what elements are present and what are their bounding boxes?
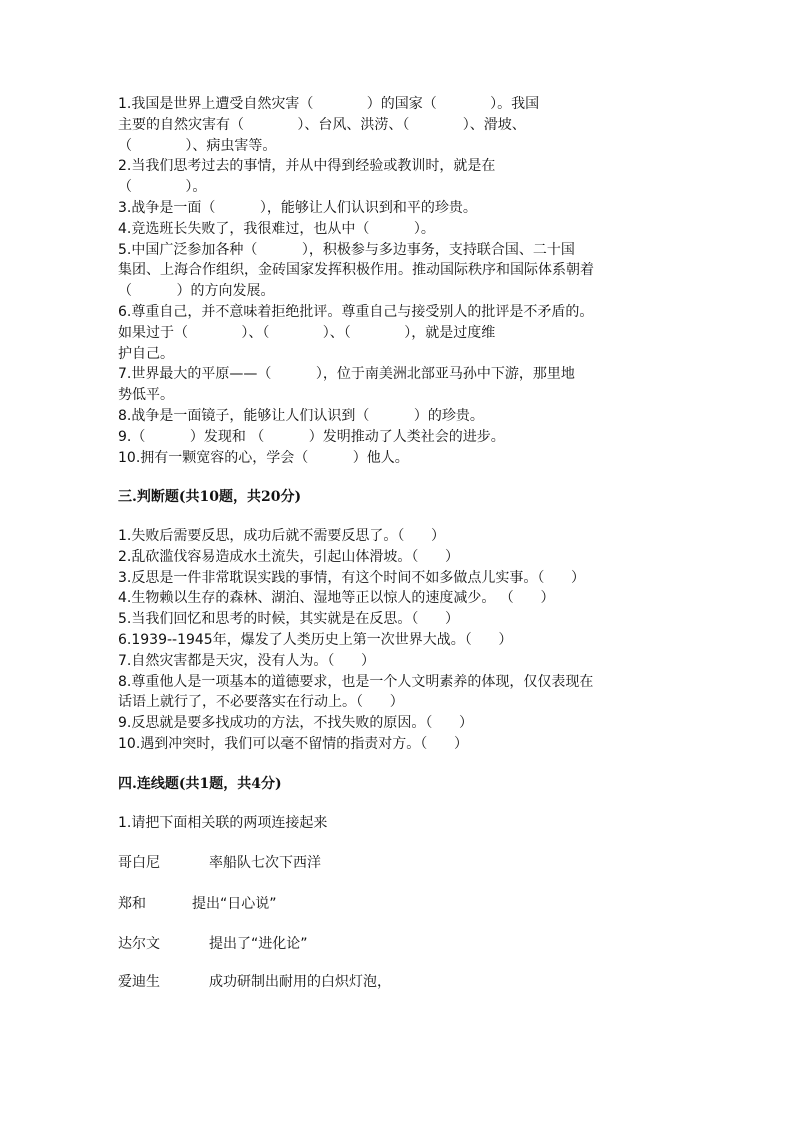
matching-pair — [118, 852, 321, 874]
judgement-item: 3.反思是一件非常耽误实践的事情，有这个时间不如多做点儿实事。（ ） — [118, 569, 586, 586]
section-title-matching: 四.连线题(共1题，共4分) — [118, 776, 282, 792]
fill-in-line: （ ）的方向发展。 — [118, 283, 275, 300]
fill-in-line: （ ）、病虫害等。 — [118, 137, 277, 154]
judgement-item: 1.失败后需要反思，成功后就不需要反思了。（ ） — [118, 528, 446, 544]
fill-in-line: 6.尊重自己，并不意味着拒绝批评。尊重自己与接受别人的批评是不矛盾的。 — [118, 303, 594, 320]
fill-in-line: 主要的自然灾害有（ ）、台风、洪涝、（ ）、滑坡、 — [118, 116, 526, 133]
fill-in-line: 4.竞选班长失败了，我很难过，也从中（ ）。 — [118, 220, 435, 237]
judgement-item: 9.反思就是要多找成功的方法，不找失败的原因。（ ） — [118, 715, 474, 732]
matching-right-item: 成功研制出耐用的白炽灯泡， — [209, 974, 391, 990]
matching-right-item: 提出“日心说” — [192, 896, 277, 912]
fill-in-line: 10.拥有一颗宽容的心，学会（ ）他人。 — [118, 449, 409, 466]
judgement-item: 7.自然灾害都是天灾，没有人为。（ ） — [118, 652, 376, 669]
matching-left-item: 爱迪生 — [118, 974, 160, 990]
fill-in-line: 3.战争是一面（ ），能够让人们认识到和平的珍贵。 — [118, 199, 477, 216]
judgement-item: 6.1939--1945年，爆发了人类历史上第一次世界大战。（ ） — [118, 631, 513, 648]
matching-question: 1.请把下面相关联的两项连接起来 — [118, 815, 328, 831]
judgement-questions — [118, 526, 593, 755]
judgement-item: 8.尊重他人是一项基本的道德要求，也是一个人文明素养的体现，仅仅表现在 — [118, 673, 594, 690]
fill-in-line: 7.世界最大的平原——（ ），位于南美洲北部亚马孙中下游，那里地 — [118, 366, 575, 383]
fill-in-line: 5.中国广泛参加各种（ ），积极参与多边事务，支持联合国、二十国 — [118, 241, 575, 258]
matching-pair — [118, 933, 308, 955]
judgement-item: 2.乱砍滥伐容易造成水土流失，引起山体滑坡。（ ） — [118, 548, 460, 565]
fill-in-line: 9.（ ）发现和 （ ）发明推动了人类社会的进步。 — [118, 428, 505, 445]
fill-in-line: 集团、上海合作组织，金砖国家发挥积极作用。推动国际秩序和国际体系朝着 — [118, 262, 594, 279]
fill-in-line: 1.我国是世界上遭受自然灾害（ ）的国家（ ）。我国 — [118, 96, 540, 112]
fill-in-line: 8.战争是一面镜子，能够让人们认识到（ ）的珍贵。 — [118, 407, 484, 424]
section-title-judgement: 三.判断题(共10题，共20分) — [118, 489, 302, 505]
matching-left-item: 达尔文 — [118, 936, 160, 952]
fill-in-questions — [118, 94, 594, 468]
matching-right-item: 率船队七次下西洋 — [209, 855, 321, 871]
judgement-item: 4.生物赖以生存的森林、湖泊、湿地等正以惊人的速度减少。 （ ） — [118, 590, 555, 607]
fill-in-line: 2.当我们思考过去的事情，并从中得到经验或教训时，就是在 — [118, 158, 496, 175]
matching-pair — [118, 971, 391, 993]
judgement-item: 5.当我们回忆和思考的时候，其实就是在反思。（ ） — [118, 611, 460, 628]
matching-left-item: 哥白尼 — [118, 855, 160, 871]
matching-right-item: 提出了“进化论” — [209, 936, 308, 952]
fill-in-line: 势低平。 — [118, 387, 174, 404]
fill-in-line: 如果过于（ ）、（ ）、（ ），就是过度维 — [118, 324, 496, 341]
fill-in-line: （ ）。 — [118, 179, 207, 196]
judgement-item: 10.遇到冲突时，我们可以毫不留情的指责对方。（ ） — [118, 735, 468, 752]
matching-pair — [118, 893, 277, 915]
judgement-item: 话语上就行了，不必要落实在行动上。（ ） — [118, 694, 404, 711]
matching-left-item: 郑和 — [118, 896, 146, 912]
fill-in-line: 护自己。 — [118, 345, 174, 362]
